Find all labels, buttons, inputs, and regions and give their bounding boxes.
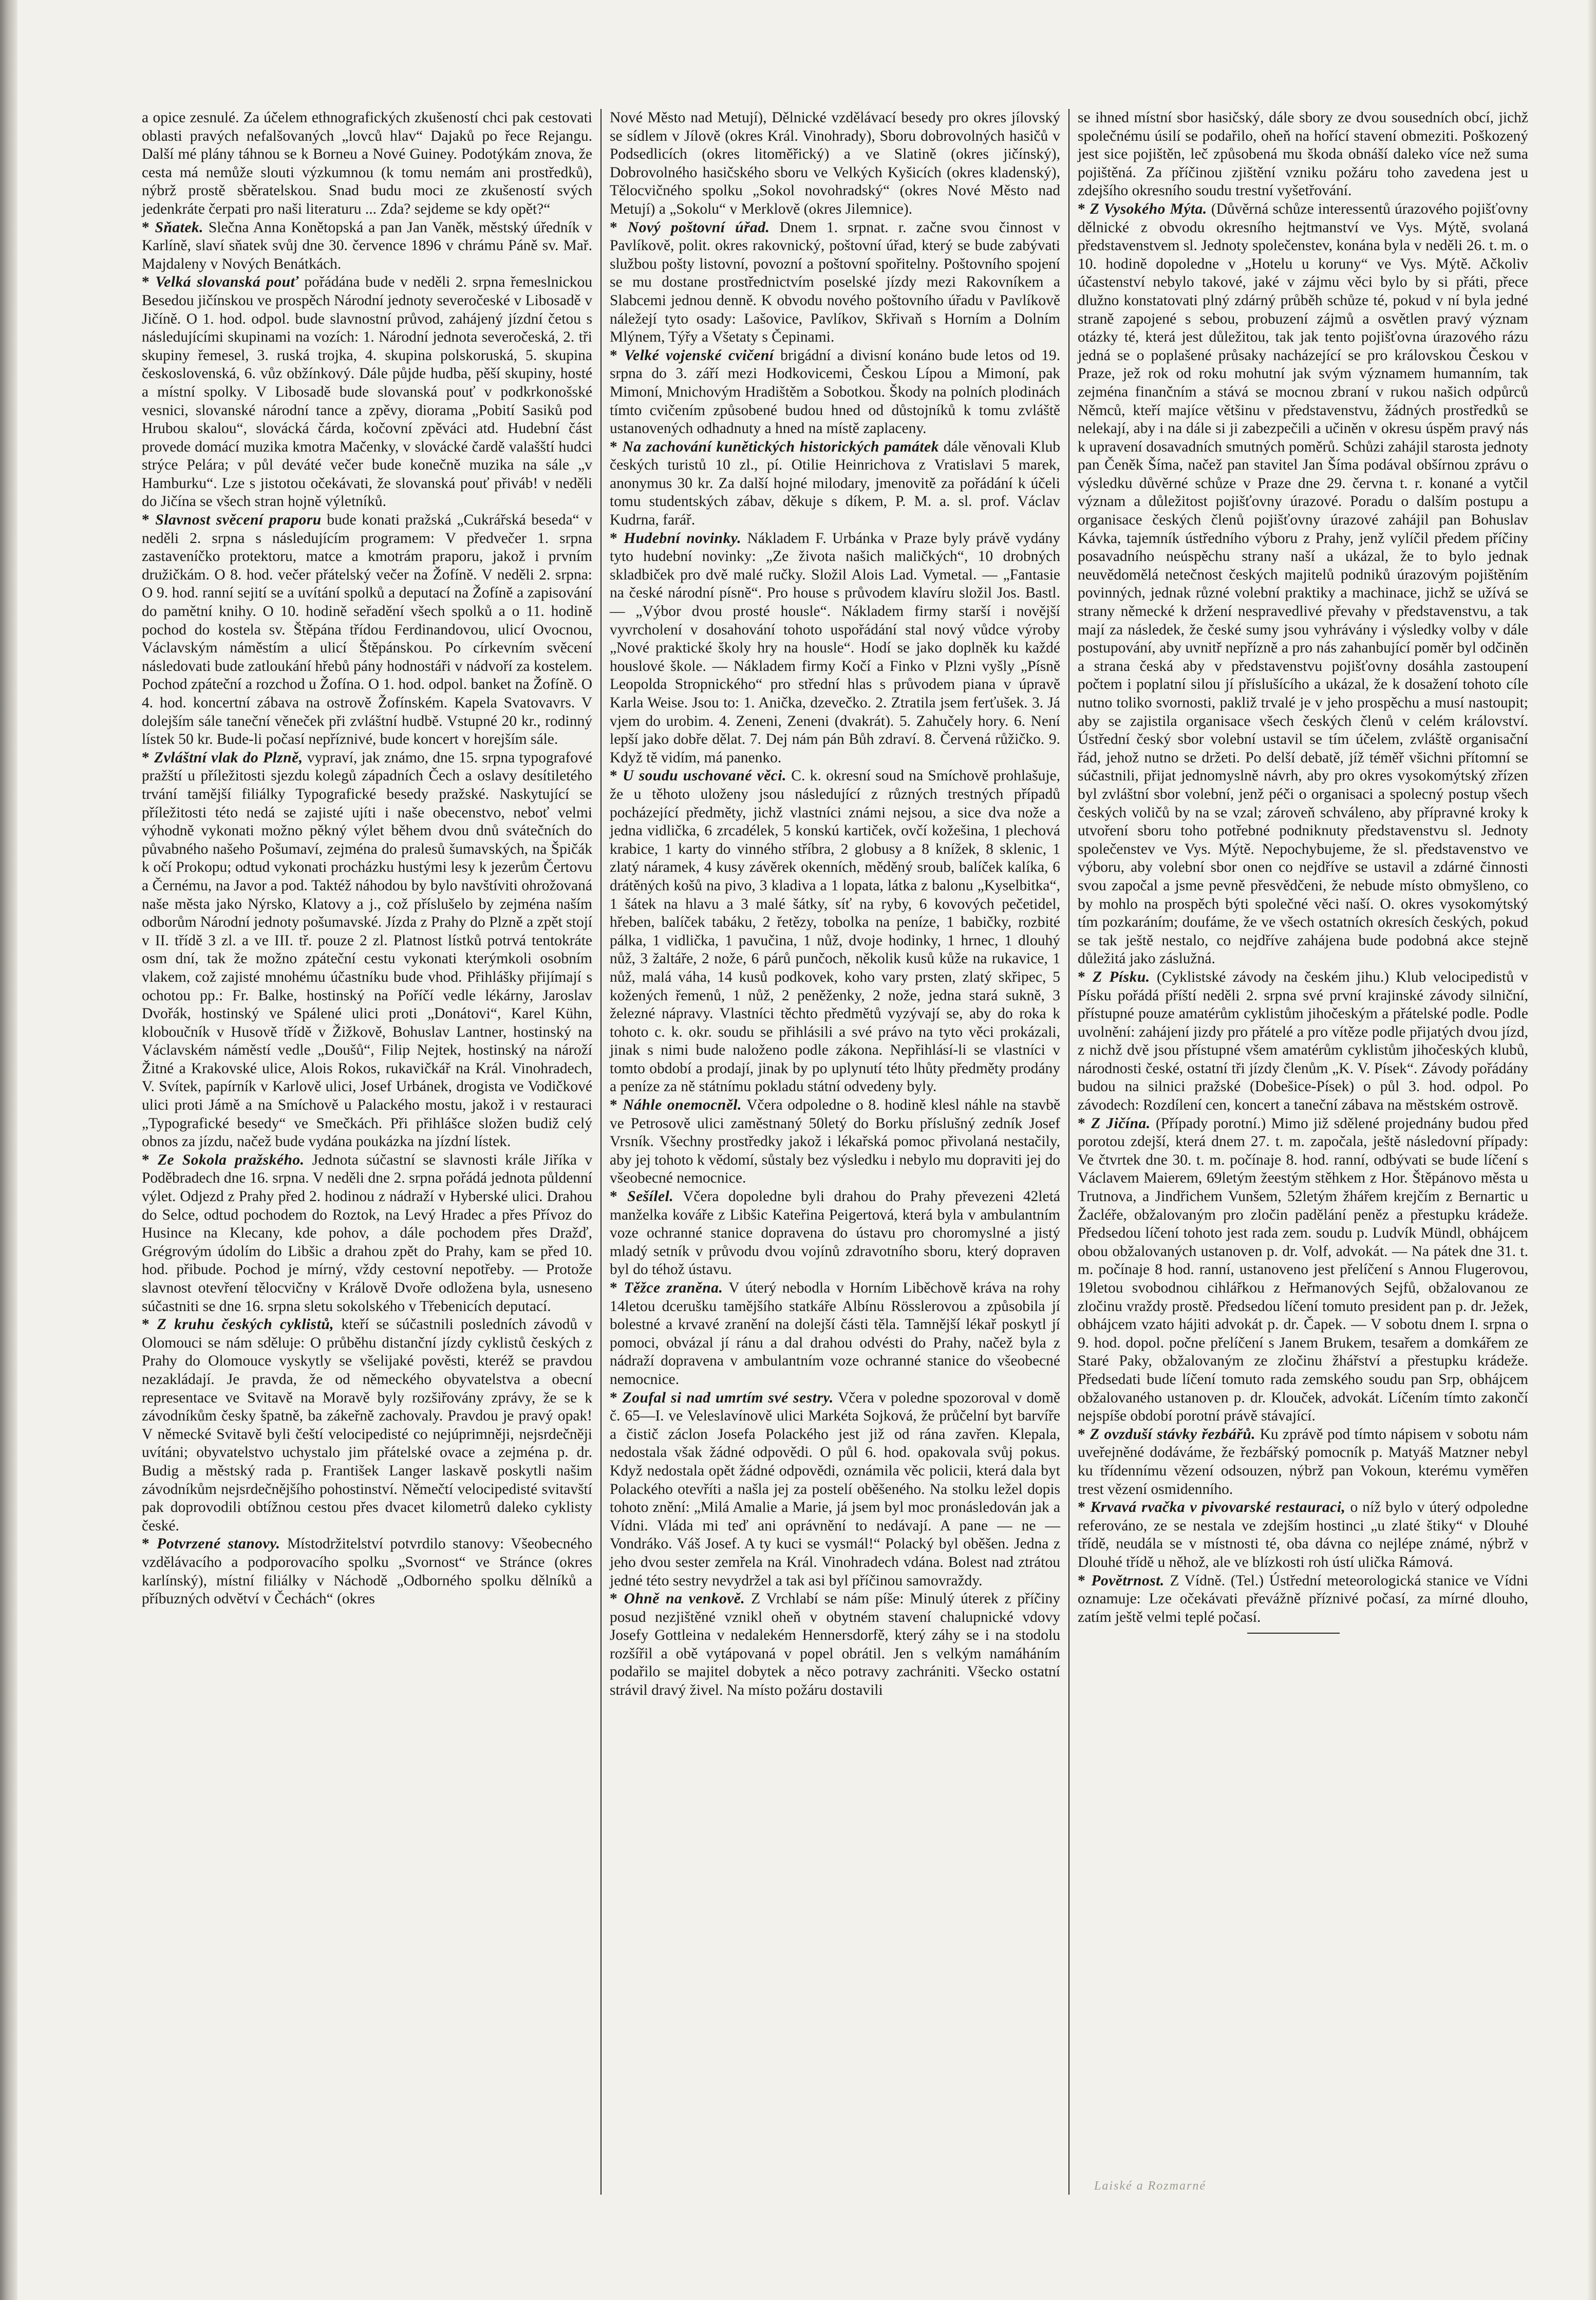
article-paragraph [142,219,592,274]
article-heading: * Velké vojenské cvičení [610,347,774,364]
article-paragraph [610,347,1060,438]
article-heading: * U soudu uschované věci. [610,768,786,784]
article-paragraph [610,1279,1060,1389]
article-paragraph [610,438,1060,530]
article-paragraph [1078,1499,1528,1572]
article-text: bude konati pražská „Cukrářská beseda“ v neděli 2. srpna s následujícím programem: V předvečer 1. srpna zastaveníčko protektoru, matce a kmotrám praporu, jakož i prvním družičkám. O 8. hod. večer přátelský večer na Žofíně. V neděli 2. srpna: O 9. hod. ranní sejití se a uvítání spolků a deputací na Žofíně a zapisování do pamětní knihy. O 10. hodině seřadění všech spolků a o 11. hodině pochod do kostela sv. Štěpána třídou Ferdinandovou, ulicí Ovocnou, Václavským náměstím a ulicí Štěpánskou. Po církevním svěcení následovati bude zatloukání hřebů pány hodnostáři v nádvoří za kostelem. Pochod zpáteční a rozchod u Žofína. O 1. hod. odpol. banket na Žofíně. O 4. hod. koncertní zábava na ostrově Žofínském. Kapela Svatovavrs. V dolejším sále taneční věneček při zvláštní hudbě. Vstupné 20 kr., rodinný lístek 50 kr. Bude-li počasí nepříznivé, bude koncert v horejším sále. [142,512,593,748]
article-text: C. k. okresní soud na Smíchově prohlašuje, že u těhoto uloženy jsou následující z různých trestných případů pocházející předměty, jichž vlastníci známi nejsou, a sice dva nože a jedna vidlička, 6 zrcadélek, 5 konskú kartiček, ovčí kožešina, 1 plechová krabice, 1 karty do vinného stříbra, 2 globusy a 8 knížek, 8 sklenic, 1 zlatý náramek, 4 kusy závěrek okenních, měděný sroub, balíček kalíka, 6 drátěných košů na pivo, 3 kladiva a 1 lopata, látka z balonu „Kyselbitka“, 1 šátek na hlavu a 3 malé šátky, síť na ryby, 6 kovových pečetidel, hřeben, balíček tabáku, 2 řetězy, tobolka na peníze, 1 babičky, rozbité pálka, 1 vidlička, 1 pavučina, 1 nůž, dvoje hodinky, 1 hrnec, 1 dlouhý nůž, 3 žaltáře, 2 nože, 6 párů punčoch, několik kusů kůže na rukavice, 1 nůž, malá váha, 14 kusů podkovek, koho vary prsten, zlatý skřipec, 5 kožených řemenů, 1 nůž, 2 peněženky, 2 nože, jedna stará sukně, 3 železné nápravy. Vlastníci těchto předmětů vyzývají se, aby do roka k tohoto c. k. okr. soudu se přihlásili a své právo na tyto věci prokázali, jinak s nimi bude naloženo podle zákona. Nepřihlásí-li se vlastníci v tomto období a prodají, jinak by po uplynutí této lhůty předměty prodány a peníze za ně státnímu pokladu státní odvedeny byly. [610,768,1061,1095]
article-text: dále věnovali Klub českých turistů 10 zl., pí. Otilie Heinrichova z Vratislavi 5 marek, anonymus 30 kr. Za další hojné milodary, jmenovitě za pořádání k účeli tomu studentských zábav, děkuje s díkem, P. M. a. sl. prof. Václav Kudrna, farář. [610,438,1061,529]
article-text: (Případy porotní.) Mimo již sdělené projednány budou před porotou zdejší, která dnem 27. t. m. započala, ještě následovní případy: Ve čtvrtek dne 30. t. m. počínaje 8. hod. ranní, odbývati se bude líčení s Václavem Maierem, 69letým žeestým stěhkem z Hor. Štěpánovo města u Trutnova, a Jindřichem Vunšem, 52letým žhářem krejčím z Bernartic u Žacléře, obžalovaným pro zločin padělání peněz a přestupku krádeže. Předsedou líčení tohoto jest rada zem. soudu p. Ludvík Mündl, obhájcem obou obžalovaných ustanoven p. dr. Volf, advokát. — Na pátek dne 31. t. m. počínaje 8 hod. ranní, ustanoveno jest přelíčení s Annou Flugerovou, 19letou svobodnou cihlářkou z Heřmanových Sejfů, obžalovanou ze zločinu vraždy prostě. Předsedou líčení tomuto president pan p. dr. Ježek, obhájcem vzato hájiti advokát p. dr. Čapek. — V sobotu dnem I. srpna o 9. hod. dopol. počne přelíčení s Janem Brukem, tesařem a domkářem ze Staré Paky, obžalovaným ze zločinu žhářství a přestupku krádeže. Předsedati bude líčení tomuto rada zemského soudu pan Srp, obhájcem obžalovaného ustanoven p. dr. Klouček, advokát. Líčením tímto zakončí nejspíše období porotní právě stávající. [1078,1115,1529,1425]
article-text: Včera dopoledne byli drahou do Prahy převezeni 42letá manželka kováře z Libšic Kateřina Peigertová, která byla v ambulantním voze ochranné stanice dopravena do ústavu pro choromyslné a jistý mladý setník v průvodu dvou vojínů zdravotního sboru, který dopraven byl do téhož ústavu. [610,1188,1061,1278]
article-paragraph [1078,1572,1528,1627]
page-binding-edge [0,0,17,2300]
article-heading: * Těžce zraněna. [610,1280,723,1296]
article-text: Nové Město nad Metují), Dělnické vzdělávací besedy pro okres jílovský se sídlem v Jílově (okres Král. Vinohrady), Sboru dobrovolných hasičů v Podsedlicích (okres litoměřický) a ve Slatině (okres jičínský), Dobrovolného hasičského sboru ve Velkých Kyšicích (okres kladenský), Tělocvičného spolku „Sokol novohradský“ (okres Nové Město nad Metují) a „Sokolu“ v Merklově (okres Jilemnice). [610,109,1060,217]
article-text: V úterý nebodla v Horním Liběchově kráva na rohy 14letou dcerušku tamějšího statkáře Albínu Rösslerovou a způsobila jí bolestné a krvavé zranění na dolejší části těla. Tamnější lékař poskytl jí pomoci, obvázal jí ránu a dal drahou odvésti do Prahy, načež byla z nádraží dopravena v ambulantním voze ochranné stanice do všeobecné nemocnice. [610,1280,1061,1388]
article-text: kteří se súčastnili posledních závodů v Olomouci se nám sděluje: O průběhu distanční jízdy cyklistů českých z Prahy do Olomouce vyskytly se všelijaké pověsti, kteréž se pravdou nezakládají. Je pravda, že od německého obyvatelstva a obecní representace ve Svitavě na Moravě byly rozšiřovány zprávy, že se k závodníkům česky špatně, ba zákeřně zachovaly. Pravdou je pravý opak! V německé Svitavě byli čeští velocipedisté co nejúprimněji, nejsrdečněji uvítáni; obyvatelstvo uchystalo jim přátelské ovace a zejména p. dr. Budig a městský rada p. František Langer laskavě poskytli našim závodníkům nejsrdečnějšího pohostinství. Němečtí velocipedisté svitavští pak doprovodili obtížnou cestou přes dvacet kilometrů daleko cyklisty české. [142,1316,592,1534]
article-paragraph [142,511,592,749]
article-paragraph [610,530,1060,768]
article-heading: * Zvláštní vlak do Plzně, [142,750,303,766]
article-heading: * Ohně na venkově. [610,1591,745,1607]
article-text: a opice zesnulé. Za účelem ethnografických zkušeností chci pak cestovati oblasti pravých nefalšovaných „lovců hlav“ Dajaků po řece Rejangu. Další mé plány táhnou se k Borneu a Nové Guiney. Podotýkám znova, že cesta má nemůže slouti výzkumnou (k tomu nemám ani prostředků), nýbrž prostě sběratelskou. Snad budu moci ze zkušeností svých jedenkráte čerpati pro naši literaturu ... Zda? sejdeme se kdy opět?“ [142,109,592,217]
article-heading: * Z Vysokého Mýta. [1078,201,1207,217]
article-text: pořádána bude v neděli 2. srpna řemeslnickou Besedou jičínskou ve prospěch Národní jednoty severočeské v Libosadě v Jičíně. O 1. hod. odpol. bude slavnostní průvod, zahájený jízdní četou s následujícími skupinami na vozích: 1. Národní jednota severočeská, 2. tři skupiny řemesel, 3. ruská trojka, 4. skupina polskoruská, 5. skupina československá, 6. vůz obžínkový. Dále půjde hudba, pěší skupiny, hosté a místní spolky. V Libosadě bude slovanská pouť v podkrkonošské vesnici, slovanské národní tance a zpěvy, diorama „Pobití Sasiků pod Hrubou skalou“, slovácká čárda, kočovní zpěváci atd. Hudební část provede domácí muzika kmotra Mačenky, v slovácké čardě valašští hudci strýce Pelára; v půl deváté večer bude konečně muzika na sále „v Hamburku“. Lze s jistotou očekávati, že slovanská pouť přiváb! v neděli do Jičína se všech stran hojně výletníků. [142,274,592,510]
article-text: o níž bylo v úterý odpoledne referováno, ze se nestala ve zdejším hostinci „u zlaté štiky“ v Dlouhé třídě, neudála se v místnosti té, oba dávna co nejlépe známé, nýbrž v Dlouhé třídě u něhož, ale ve blízkosti roh ústí ulička Rámová. [1078,1499,1528,1570]
article-paragraph [142,1316,592,1535]
column-left [135,109,599,2195]
article-heading: * Potvrzené stanovy. [142,1536,280,1552]
column-middle [603,109,1067,2195]
article-paragraph [610,109,1060,219]
article-text: Nákladem F. Urbánka v Praze byly právě vydány tyto hudební novinky: „Ze života našich maličkých“, 10 drobných skladbiček pro dvě malé ručky. Složil Alois Lad. Vymetal. — „Fantasie na české národní písně“. Pro house s průvodem klavíru složil Jos. Bastl. — „Výbor dvou prosté housle“. Nákladem firmy starší i novější vyvrcholení v dosahování tohoto uspořádání stal nový vůdce výroby „Nové praktické školy hry na housle“. Hodí se jako doplněk ku každé houslové škole. — Nákladem firmy Kočí a Finko v Plzni vyšly „Písně Leopolda Stropnického“ pro střední hlas s průvodem piana v úpravě Karla Weise. Jsou to: 1. Anička, dzevečko. 2. Ztratila jsem ferťušek. 3. Já vjem do urobim. 4. Zeneni, Zeneni (dvakrát). 5. Zahučely hory. 6. Není lepší jako dobře dělat. 7. Dej nám pán Bůh zdraví. 8. Červená růžičko. 9. Když tě vidím, má panenko. [610,530,1061,766]
article-heading: * Z ovzduší stávky řezbářů. [1078,1426,1255,1443]
article-text: Včera v poledne spozoroval v domě č. 65—I. ve Veleslavínově ulici Markéta Sojková, že průčelní byt barvíře a čistič záclon Josefa Polackého jest již od rána zavřen. Klepala, nedostala však žádné odpovědi. O půl 6. hod. opakovala svůj pokus. Když nedostala opět žádné odpovědi, oznámila věc policii, která dala byt Polackého otevříti a našla jej za postelí oběšeného. Na stolku ležel dopis tohoto znění: „Milá Amalie a Marie, já jsem byl moc pronásledován jak a Vídni. Vláda mi teď ani oprávnění to nedávají. A pane — ne — Vondráko. Váš Josef. A ty kuci se vysmál!“ Polacký byl oběšen. Jedna z jeho dvou sester zemřela na Král. Vinohradech vdána. Bolest nad ztrátou jedné této sestry nevydržel a tak asi byl příčinou samovraždy. [610,1389,1060,1589]
article-paragraph [1078,200,1528,968]
article-heading: * Z Písku. [1078,969,1150,985]
article-paragraph [1078,1426,1528,1499]
cropped-footer-text: Laiské a Rozmarné [1094,2179,1206,2193]
article-paragraph [142,1535,592,1608]
article-paragraph [610,1590,1060,1700]
article-paragraph [142,749,592,1151]
article-text: Dnem 1. srpnat. r. začne svou činnost v Pavlíkově, polit. okres rakovnický, poštovní úřad, který se bude zabývati službou pošty listovní, povozní a poštovní spořitelny. Poštovního spojení se mu dostane prostřednictvím poselské jízdy mezi Rakovníkem a Slabcemi jednou denně. K obvodu nového poštovního úřadu v Pavlíkově náležejí tyto osady: Lašovice, Pavlíkov, Skřivaň s Horním a Dolním Mlýnem, Týřy a Všetaty s Čepinami. [610,219,1061,346]
column-divider [600,109,602,2195]
article-paragraph [610,1188,1060,1279]
article-text: vypraví, jak známo, dne 15. srpna typografové pražští u příležitosti sjezdu kolegů západních Čech a oslavy desítiletého trvání tamější filiálky Typografické besedy pražské. Naskytující se příležitosti této nedá se zajisté ujíti i naše obecenstvo, neboť velmi výhodně vykonati možno pěkný výlet během dvou dnů svátečních do půvabného našeho Pošumaví, zejména do pralesů šumavských, na Špičák k očí Prokopu; odtud vykonati procházku hustými lesy k jezerům Čertovu a Černému, na Javor a pod. Taktéž náhodou by bylo navštíviti ohrožovaná naše města jako Nýrsko, Klatovy a j., což příslušelo by zejména naším odborům Národní jednoty pošumavské. Jízda z Prahy do Plzně a zpět stojí v II. třídě 3 zl. a ve III. tř. pouze 2 zl. Platnost lístků potrvá tentokráte osm dní, tak že možno zpáteční cestu vykonati kterýmkoli osobním vlakem, což zajisté mnohému účastníku bude vhod. Přihlášky přijímají s ochotou pp.: Fr. Balke, hostinský na Poříčí vedle lékárny, Jaroslav Dvořák, hostinský ve Spálené ulici proti „Donátovi“, Karel Kühn, kloboučník v Husově třídě v Žižkově, Bohuslav Lantner, hostinský na Václavském náměstí vedle „Doušů“, Filip Nejtek, hostinský na nároží Žitné a Krakovské ulice, Alois Rokos, rukavičkář na Král. Vinohradech, V. Svítek, papírník v Karlově ulici, Josef Urbánek, drogista ve Vodičkové ulici proti Jámě a na Smíchově u Palackého mostu, jakož i v restauraci „Typografické besedy“ ve Smečkách. Při přihlášce složen budiž celý obnos za jízdu, načež bude vydána poukázka na jízdní lístek. [142,749,593,1150]
end-rule [1247,1633,1340,1634]
article-paragraph [142,109,592,219]
article-paragraph [142,1151,592,1316]
article-heading: * Krvavá rvačka v pivovarské restauraci, [1078,1499,1345,1516]
column-divider [1068,109,1069,2195]
article-text: Jednota súčastní se slavnosti krále Jiříka v Poděbradech dne 16. srpna. V neděli dne 2. srpna pořádá jednota půldenní výlet. Odjezd z Prahy před 2. hodinou z nádraží v Hyberské ulici. Drahou do Selce, odtud pochodem do Roztok, na Levý Hradec a přes Přívoz do Husince na Klecany, kde pohov, a dále pochodem přes Dražď, Grégrovým údolím do Libšic a drahou zpět do Prahy, kam se před 10. hod. přibude. Pochod je mírný, vždy cestovní nepotřeby. — Protože slavnost otevření tělocvičny v Králově Dvoře odložena byla, usneseno súčastniti se dne 16. srpna sletu sokolského v Třebenicích deputací. [142,1151,592,1315]
article-heading: * Sešílel. [610,1188,673,1205]
article-text: brigádní a divisní konáno bude letos od 19. srpna do 3. září mezi Hodkovicemi, Českou Lípou a Mimoní, pak Mimoní, Mnichovým Hradištěm a Sobotkou. Škody na polních plodinách tímto cvičením způsobené budou hned od důstojníků k tomu zvláště ustanovených odhadnuty a hned na místě zaplaceny. [610,347,1061,437]
page-right-edge [1587,0,1596,2300]
article-heading: * Z kruhu českých cyklistů, [142,1316,334,1333]
article-heading: * Velká slovanská pouť [142,274,299,290]
article-paragraph [142,273,592,511]
article-heading: * Ze Sokola pražského. [142,1152,304,1168]
article-heading: * Z Jičína. [1078,1115,1151,1132]
article-paragraph [1078,109,1528,200]
article-heading: * Sňatek. [142,219,203,236]
article-text: se ihned místní sbor hasičský, dále sbory ze dvou sousedních obcí, jichž společnému úsilí se podařilo, oheň na hořící stavení obmeziti. Poškozený jest sice pojištěn, leč způsobená mu škoda obnáší daleko více než suma pojištěná. Za příčinou zjištění vzniku požáru toho zavedena jest u zdejšího okresního soudu trestní vyšetřování. [1078,109,1528,199]
article-heading: * Na zachování kunětických historických památek [610,439,939,455]
article-text: (Důvěrná schůze interessentů úrazového pojišťovny dělnické z obvodu okresního hejtmanství ve Vys. Mýtě, svolaná představenstvem sl. Jednoty společenstev, konána byla v neděli 26. t. m. o 10. hodině dopoledne v „Hotelu u koruny“ ve Vys. Mýtě. Ačkoliv účastenství nebylo takové, jaké v zájmu věci bylo by si přáti, přece dlužno konstatovati plný zdárný průběh schůze té, pokud v ní byla jedné straně zapojené s sebou, probuzení zájmů a osvětlen pravý význam otázky té, která jest důležitou, tak jak tento pojišťovna úrazového rázu jedná se o poplašené průsaky nacházející se pro královskou Českou v Praze, jež rok od roku mohutní jak svým významem humanním, tak zejména finančním a stává se mocnou zbraní v rukou našich odpůrců Němců, kteří majíce většinu v představenstvu, žádných prostředků se nelekají, aby i na dále si ji zabezpečili a učiněn v okresu úspěm pravý nás k upravení dosavadních smutných poměrů. Schůzi zahájil starosta jednoty pan Čeněk Šíma, načež pan stavitel Jan Šíma podával obšírnou zprávu o výsledku důvěrné schůze v Praze dne 29. června t. r. konané a vytčil význam a důležitost pojišťovny úrazové. Poradu o dalším postupu a organisace českých členů pojišťovny úrazové zahájil pan Bohuslav Kávka, tajemník ústředního výboru z Prahy, jenž vylíčil předem příčiny posavadního neúspěchu strany naší a ukázal, že to bylo jednak neuvědomělá netečnost českých majitelů podniků úrazovým pojištěním povinných, jednak různé volební praktiky a machinace, jichž se užívá se strany německé k držení nespravedlivé převahy v představenstvu, a tak mají za následek, že české sumy jsou vyhrávány i výsledky volby v dále postupování, aby uvnitř nepřízně a pro nás zahanbující poměr byl odčiněn a strana česká aby v představenstvu pojišťovny dosáhla zastoupení počtem i poplatní silou jí příslušícího a ukázal, že k dosažení tohoto cíle nutno toliko svornosti, pakliž trvalé je v jeho prospěchu a musí nastoupit; aby se zajistila organisace všech českých členů v celém království. Ústřední český sbor volební ustavil se tím účelem, zvláště organisační řád, jehož nutno se držeti. Po delší debatě, jíž téměř všichni přítomní se súčastnili, přijat jednomyslně návrh, aby pro okres vysokomýtský zřízen byl zvláštní sbor volební, jenž péči o organisaci a spolecný postup všech českých voličů by na se vzal; zároveň schváleno, aby přípravné kroky k utvoření sboru toho potřebné podniknuty představenstvu sl. Jednoty společenstev ve Vys. Mýtě. Nepochybujeme, že sl. představenstvo ve výboru, aby volební sbor onen co nejdříve se ustavil a zdárné činnosti svou započal a jsme pevně přesvědčeni, že nebude místo obmyšleno, co by mohlo na prospěch býti společné věci naší. O. okres vysokomýtský tím pozkaráním; doufáme, že ve všech ostatních okresích českých, pokud se tak ještě nestalo, co nejdříve zahájena bude podobná akce stejně důležitá jako záslužná. [1078,200,1528,967]
article-text: Ku zprávě pod tímto nápisem v sobotu nám uveřejněné dodáváme, že řezbářský pomocník p. Matyáš Matzner nebyl ku třídennímu vězení odsouzen, nýbrž pan Vokoun, kterému vyměřen trest vězení osmidenního. [1078,1426,1529,1498]
article-text: Z Vrchlabí se nám píše: Minulý úterek z příčiny posud nezjištěné vznikl oheň v obytném stavení chalupnické vdovy Josefy Gottleina v nedalekém Hennersdorfě, který záhy se i na stodolu rozšířil a obě vytápovaná v popel obrátil. Jen s velkým namáháním podařilo se majitel dobytek a něco potravy zachrániti. Všecko ostatní strávil dravý živel. Na místo požáru dostavili [610,1591,1061,1699]
article-heading: * Hudební novinky. [610,530,741,547]
article-text: Slečna Anna Konětopská a pan Jan Vaněk, městský úředník v Karlíně, slaví sňatek svůj dne 30. července 1896 v chrámu Páně sv. Mař. Majdaleny v Nových Benátkách. [142,219,593,272]
article-text: (Cyklistské závody na českém jihu.) Klub velocipedistů v Písku pořádá příští neděli 2. srpna své první krajinské závody silniční, přístupné pouze amatérům cyklistům jihočeským a přátelské podle. Podle uvolnění: zahájení jizdy pro přátelé a pro vítěze podle přijatých dvou jízd, z nichž dvě jsou přístupné všem amatérům cyklistům jihočeských klubů, národnosti české, ostatní tři jízdy členům „K. V. Písek“. Závody pořádány budou na silnici pražské (Dobešice-Písek) o půl 3. hod. odpol. Po závodech: Rozdílení cen, koncert a taneční zábava na městském ostrově. [1078,968,1529,1114]
newspaper-columns [135,109,1547,2195]
article-heading: * Slavnost svěcení praporu [142,512,322,528]
article-paragraph [610,1096,1060,1188]
article-heading: * Nový poštovní úřad. [610,219,769,236]
article-paragraph [610,219,1060,347]
article-heading: * Zoufal si nad umrtím své sestry. [610,1390,834,1406]
article-paragraph [610,767,1060,1096]
article-text: Místodržitelství potvrdilo stanovy: Všeobecného vzdělávacího a podporovacího spolku „Svornost“ ve Stránce (okres karlínský), místní filiálky v Náchodě „Odborného spolku dělníků a příbuzných odvětví v Čechách“ (okres [142,1536,593,1607]
article-paragraph [1078,1115,1528,1426]
article-heading: * Povětrnost. [1078,1573,1165,1589]
article-paragraph [610,1389,1060,1591]
article-paragraph [1078,968,1528,1115]
article-heading: * Náhle onemocněl. [610,1097,742,1113]
column-right [1071,109,1535,2195]
article-text: Z Vídně. (Tel.) Ústřední meteorologická stanice ve Vídni oznamuje: Lze očekávati převážně příznivé počasí, za mírné dlouho, zatím ještě velmi teplé počasí. [1078,1572,1528,1625]
article-text: Včera odpoledne o 8. hodině klesl náhle na stavbě ve Petrosově ulici zaměstnaný 50letý do Borku příslušný zedník Josef Vrsník. Všechny prostředky jakož i lékařská pomoc přivolaná nestačily, aby jej tohoto k vědomí, sůstaly bez výsledku i nebylo mu dopraviti jej do všeobecné nemocnice. [610,1097,1061,1187]
